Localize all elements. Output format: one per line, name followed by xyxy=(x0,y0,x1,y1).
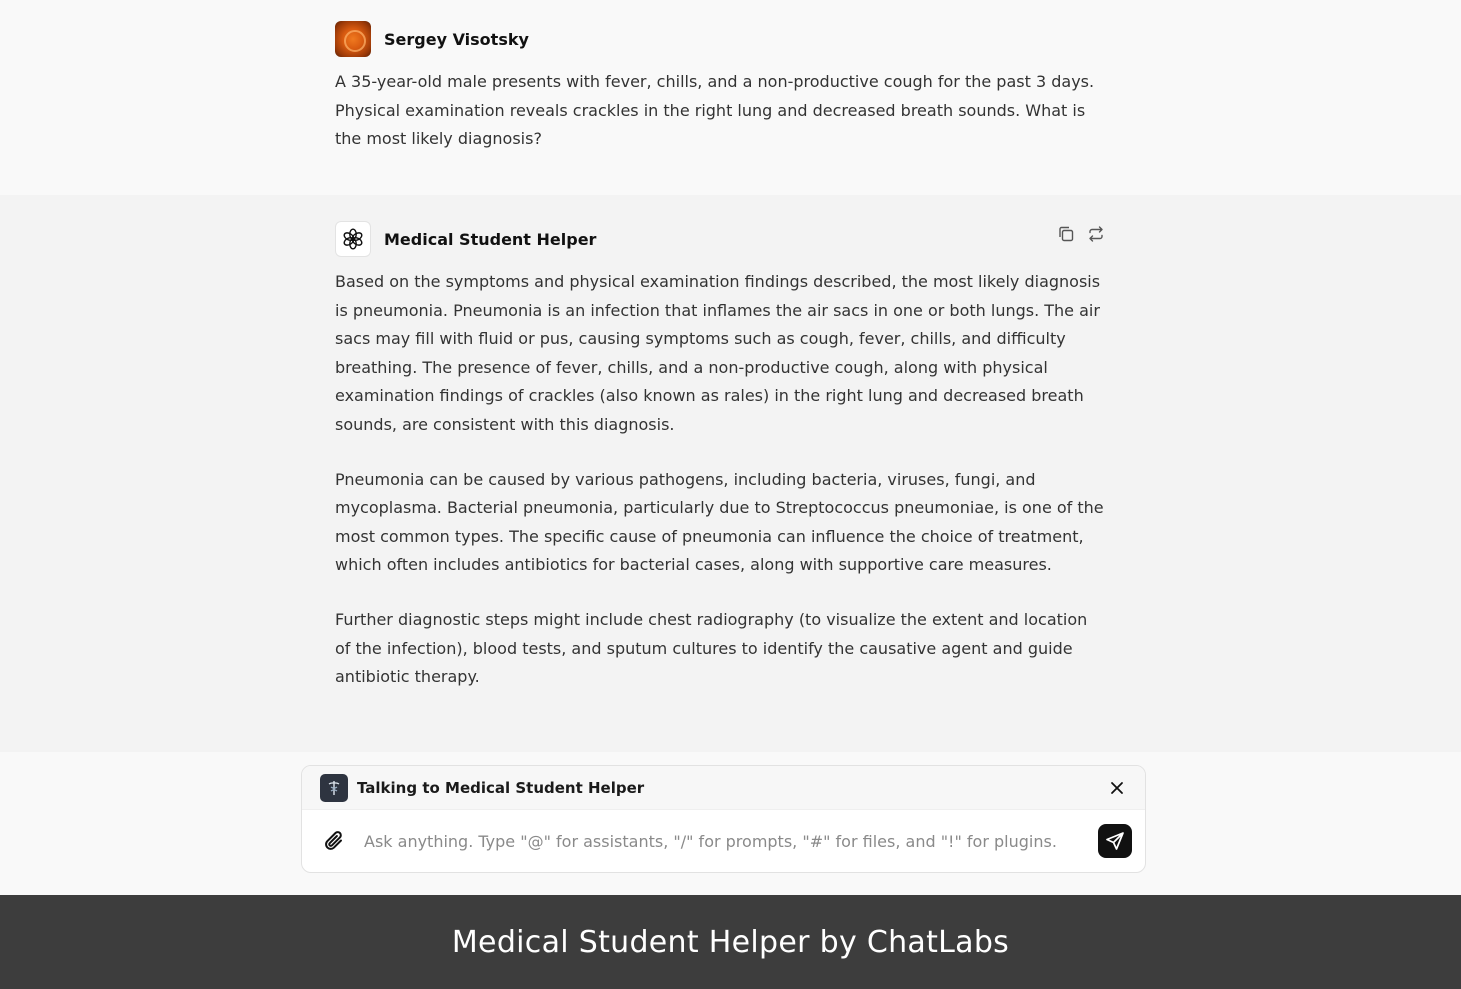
close-assistant-button[interactable] xyxy=(1107,778,1127,798)
answer-paragraph: Further diagnostic steps might include chest radiography (to visualize the extent and location of the infection), blood tests, and sputum cultures to identify the causative agent and guide antibiotic therapy. xyxy=(335,609,1088,687)
assistant-mini-avatar xyxy=(320,774,348,802)
user-name: Sergey Visotsky xyxy=(384,29,529,49)
assistant-context-bar xyxy=(302,766,1145,810)
send-button[interactable] xyxy=(1098,824,1132,858)
assistant-avatar xyxy=(335,221,371,257)
user-avatar xyxy=(335,21,371,57)
talking-to-label: Talking to Medical Student Helper xyxy=(357,778,645,797)
send-icon xyxy=(1105,831,1125,851)
user-message-header xyxy=(335,21,1105,57)
message-actions xyxy=(1057,221,1105,257)
footer-banner xyxy=(0,895,1461,989)
chat-composer xyxy=(301,765,1146,873)
user-message xyxy=(335,21,1105,154)
assistant-message xyxy=(335,221,1105,692)
paperclip-icon[interactable] xyxy=(322,828,348,854)
answer-paragraph: Based on the symptoms and physical examination findings described, the most likely diagnosis is pneumonia. Pneumonia is an infection that inflames the air sacs in one or both lungs. The air sacs may fill with fluid or pus, causing symptoms such as cough, fever, chills, and difficulty breathing. The presence of fever, chills, and a non-productive cough, along with physical examination findings of crackles (also known as rales) in the right lung and decreased breath sounds, are consistent with this diagnosis. xyxy=(335,272,1101,434)
openai-logo-icon xyxy=(341,227,365,251)
user-message-text: A 35-year-old male presents with fever, chills, and a non-productive cough for the past 3 days. Physical examination reveals crackles in the right lung and decreased breath sounds. What is the most likely diagnosis? xyxy=(335,72,1095,149)
input-row xyxy=(302,810,1145,872)
regenerate-icon[interactable] xyxy=(1087,225,1105,243)
assistant-message-text xyxy=(335,268,1105,692)
assistant-name: Medical Student Helper xyxy=(384,229,597,249)
answer-paragraph: Pneumonia can be caused by various pathogens, including bacteria, viruses, fungi, and mycoplasma. Bacterial pneumonia, particularly due to Streptococcus pneumoniae, is one of the most common types. The specific cause of pneumonia can influence the choice of treatment, which often includes antibiotics for bacterial cases, along with supportive care measures. xyxy=(335,469,1104,575)
assistant-message-header xyxy=(335,221,1105,257)
close-icon xyxy=(1110,781,1124,795)
chat-input[interactable] xyxy=(364,832,1098,851)
footer-title: Medical Student Helper by ChatLabs xyxy=(451,924,1010,960)
caduceus-icon xyxy=(325,779,343,797)
copy-icon[interactable] xyxy=(1057,225,1075,243)
assistant-message-block xyxy=(0,195,1461,752)
user-message-block xyxy=(0,0,1461,195)
